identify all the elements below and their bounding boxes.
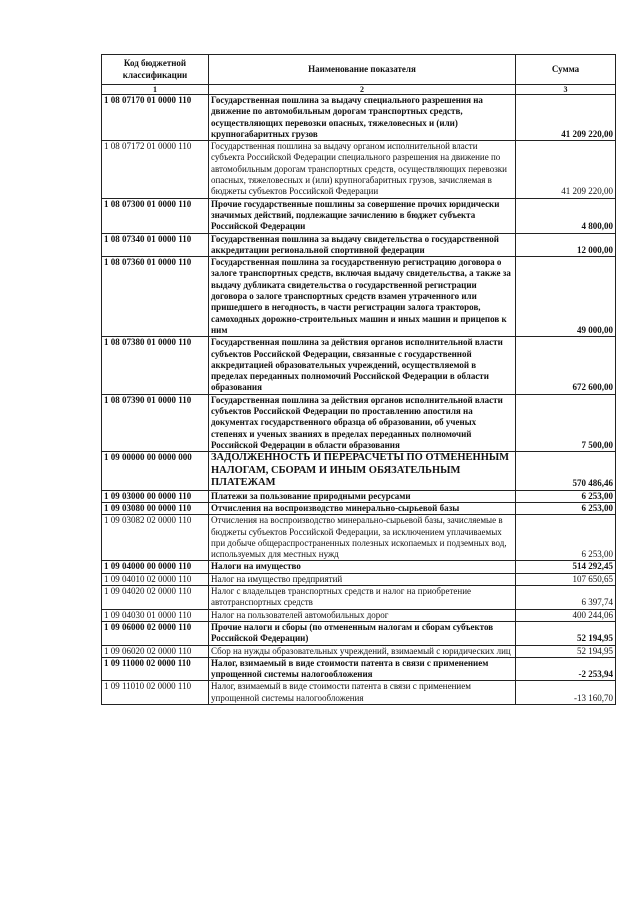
row-code: 1 09 03082 02 0000 110 [102, 515, 209, 561]
table-row [102, 503, 616, 515]
row-amount: 400 244,06 [516, 609, 616, 621]
row-name: Налоги на имущество [209, 561, 516, 573]
table-row [102, 609, 616, 621]
header-num-3: 3 [516, 85, 616, 95]
header-number-row [102, 85, 616, 95]
row-amount: 4 800,00 [516, 198, 616, 233]
row-name: Прочие налоги и сборы (по отмененным налогам и сборам субъектов Российской Федерации) [209, 621, 516, 645]
row-amount: 52 194,95 [516, 645, 616, 657]
table-row [102, 490, 616, 502]
row-amount: 6 253,00 [516, 515, 616, 561]
table-row [102, 681, 616, 705]
row-name: Государственная пошлина за действия органов исполнительной власти субъектов Российской Федерации по проставлению апостиля на документах государственного образца об образовании, об ученых степенях и ученых званиях в пределах переданных полномочий Российской Федерации в области образования [209, 394, 516, 451]
header-num-1: 1 [102, 85, 209, 95]
row-amount: 514 292,45 [516, 561, 616, 573]
table-row [102, 657, 616, 681]
table-row [102, 257, 616, 337]
row-code: 1 09 03080 00 0000 110 [102, 503, 209, 515]
table-row [102, 198, 616, 233]
row-code: 1 09 04020 02 0000 110 [102, 586, 209, 610]
row-code: 1 08 07172 01 0000 110 [102, 141, 209, 198]
row-name: Отчисления на воспроизводство минерально-сырьевой базы [209, 503, 516, 515]
row-amount: 41 209 220,00 [516, 95, 616, 141]
table-row [102, 452, 616, 491]
row-name: Налог, взимаемый в виде стоимости патента в связи с применением упрощенной системы налогообложения [209, 657, 516, 681]
row-amount: -13 160,70 [516, 681, 616, 705]
row-name: Сбор на нужды образовательных учреждений, взимаемый с юридических лиц [209, 645, 516, 657]
row-code: 1 08 07340 01 0000 110 [102, 233, 209, 257]
row-code: 1 09 06000 02 0000 110 [102, 621, 209, 645]
row-code: 1 09 04000 00 0000 110 [102, 561, 209, 573]
row-code: 1 08 07300 01 0000 110 [102, 198, 209, 233]
row-code: 1 09 04030 01 0000 110 [102, 609, 209, 621]
table-row [102, 586, 616, 610]
row-amount: 570 486,46 [516, 452, 616, 491]
row-name: Государственная пошлина за действия органов исполнительной власти субъектов Российской Федерации, связанные с государственной аккредитацией образовательных учреждений, осуществляемой в пределах переданных полномочий Российской Федерации в области образования [209, 337, 516, 394]
row-code: 1 09 11000 02 0000 110 [102, 657, 209, 681]
row-amount: 107 650,65 [516, 573, 616, 585]
table-row [102, 573, 616, 585]
row-name: Налог с владельцев транспортных средств и налог на приобретение автотранспортных средств [209, 586, 516, 610]
row-name: Платежи за пользование природными ресурсами [209, 490, 516, 502]
row-code: 1 09 11010 02 0000 110 [102, 681, 209, 705]
header-row [102, 55, 616, 85]
row-amount: -2 253,94 [516, 657, 616, 681]
row-amount: 52 194,95 [516, 621, 616, 645]
table-row [102, 337, 616, 394]
table-row [102, 645, 616, 657]
table-row [102, 515, 616, 561]
row-code: 1 08 07170 01 0000 110 [102, 95, 209, 141]
row-name: ЗАДОЛЖЕННОСТЬ И ПЕРЕРАСЧЕТЫ ПО ОТМЕНЕННЫМ НАЛОГАМ, СБОРАМ И ИНЫМ ОБЯЗАТЕЛЬНЫМ ПЛАТЕЖАМ [209, 452, 516, 491]
table-row [102, 394, 616, 451]
row-name: Государственная пошлина за выдачу специального разрешения на движение по автомобильным дорогам транспортных средств, осуществляющих перевозки опасных, тяжеловесных и (или) крупногабаритных грузов [209, 95, 516, 141]
row-amount: 7 500,00 [516, 394, 616, 451]
row-name: Государственная пошлина за государственную регистрацию договора о залоге транспортных средств, включая выдачу свидетельства, а также за выдачу дубликата свидетельства о государственной регистрации договора о залоге транспортных средств взамен утраченного или пришедшего в негодность, в части регистрации залога тракторов, самоходных дорожно-строительных машин и иных машин и прицепов к ним [209, 257, 516, 337]
row-amount: 672 600,00 [516, 337, 616, 394]
row-code: 1 09 06020 02 0000 110 [102, 645, 209, 657]
row-name: Государственная пошлина за выдачу органом исполнительной власти субъекта Российской Федерации специального разрешения на движение по автомобильным дорогам транспортных средств, осуществляющих перевозки опасных, тяжеловесных и (или) крупногабаритных грузов, зачисляемая в бюджеты субъектов Российской Федерации [209, 141, 516, 198]
row-code: 1 09 03000 00 0000 110 [102, 490, 209, 502]
budget-table [101, 54, 616, 705]
row-code: 1 09 00000 00 0000 000 [102, 452, 209, 491]
table-row [102, 95, 616, 141]
header-amount: Сумма [516, 55, 616, 85]
row-name: Налог на имущество предприятий [209, 573, 516, 585]
table-row [102, 621, 616, 645]
header-name: Наименование показателя [209, 55, 516, 85]
table-row [102, 141, 616, 198]
row-name: Налог, взимаемый в виде стоимости патента в связи с применением упрощенной системы налогообложения [209, 681, 516, 705]
row-amount: 41 209 220,00 [516, 141, 616, 198]
header-code: Код бюджетной классификации [102, 55, 209, 85]
row-name: Прочие государственные пошлины за совершение прочих юридически значимых действий, подлежащие зачислению в бюджет субъекта Российской Федерации [209, 198, 516, 233]
row-amount: 6 253,00 [516, 490, 616, 502]
row-amount: 12 000,00 [516, 233, 616, 257]
row-amount: 6 253,00 [516, 503, 616, 515]
row-name: Государственная пошлина за выдачу свидетельства о государственной аккредитации региональной спортивной федерации [209, 233, 516, 257]
row-code: 1 08 07360 01 0000 110 [102, 257, 209, 337]
header-num-2: 2 [209, 85, 516, 95]
row-name: Отчисления на воспроизводство минерально-сырьевой базы, зачисляемые в бюджеты субъектов Российской Федерации, за исключением уплачиваемых при добыче общераспространенных полезных ископаемых и подземных вод, используемых для местных нужд [209, 515, 516, 561]
row-name: Налог на пользователей автомобильных дорог [209, 609, 516, 621]
row-amount: 6 397,74 [516, 586, 616, 610]
row-code: 1 08 07380 01 0000 110 [102, 337, 209, 394]
row-amount: 49 000,00 [516, 257, 616, 337]
table-row [102, 561, 616, 573]
table-row [102, 233, 616, 257]
row-code: 1 08 07390 01 0000 110 [102, 394, 209, 451]
row-code: 1 09 04010 02 0000 110 [102, 573, 209, 585]
